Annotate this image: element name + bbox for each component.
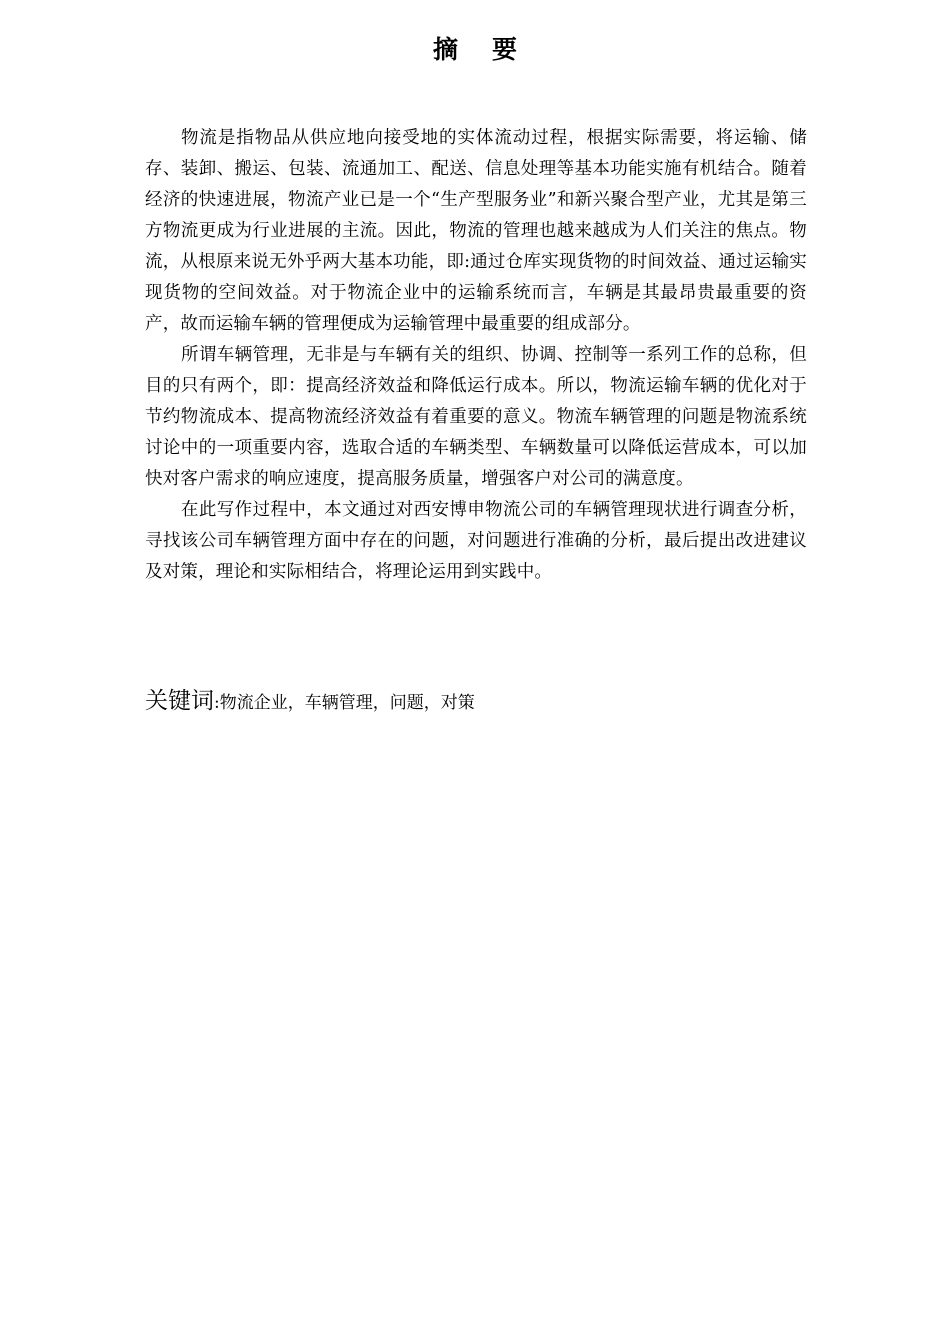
abstract-body <box>145 123 807 588</box>
page-title <box>0 32 950 68</box>
title-char-1: 摘 <box>432 35 458 64</box>
keywords-label: 关键词 <box>145 688 214 714</box>
keywords-colon: : <box>214 693 220 713</box>
abstract-paragraph: 物流是指物品从供应地向接受地的实体流动过程，根据实际需要，将运输、储存、装卸、搬运、包装、流通加工、配送、信息处理等基本功能实施有机结合。随着经济的快速进展，物流产业已是一个“生产型服务业”和新兴聚合型产业，尤其是第三方物流更成为行业进展的主流。因此，物流的管理也越来越成为人们关注的焦点。物流，从根原来说无外乎两大基本功能，即:通过仓库实现货物的时间效益、通过运输实现货物的空间效益。对于物流企业中的运输系统而言，车辆是其最昂贵最重要的资产，故而运输车辆的管理便成为运输管理中最重要的组成部分。 <box>145 128 807 334</box>
keywords-line <box>145 684 807 720</box>
title-char-2: 要 <box>492 35 518 64</box>
keywords-value: 物流企业，车辆管理，问题，对策 <box>219 693 475 713</box>
abstract-paragraph: 所谓车辆管理，无非是与车辆有关的组织、协调、控制等一系列工作的总称，但目的只有两个，即：提高经济效益和降低运行成本。所以，物流运输车辆的优化对于节约物流成本、提高物流经济效益有着重要的意义。物流车辆管理的问题是物流系统讨论中的一项重要内容，选取合适的车辆类型、车辆数量可以降低运营成本，可以加快对客户需求的响应速度，提高服务质量，增强客户对公司的满意度。 <box>145 345 807 489</box>
abstract-paragraph: 在此写作过程中，本文通过对西安博申物流公司的车辆管理现状进行调查分析，寻找该公司车辆管理方面中存在的问题，对问题进行准确的分析，最后提出改进建议及对策，理论和实际相结合，将理论运用到实践中。 <box>145 500 807 582</box>
